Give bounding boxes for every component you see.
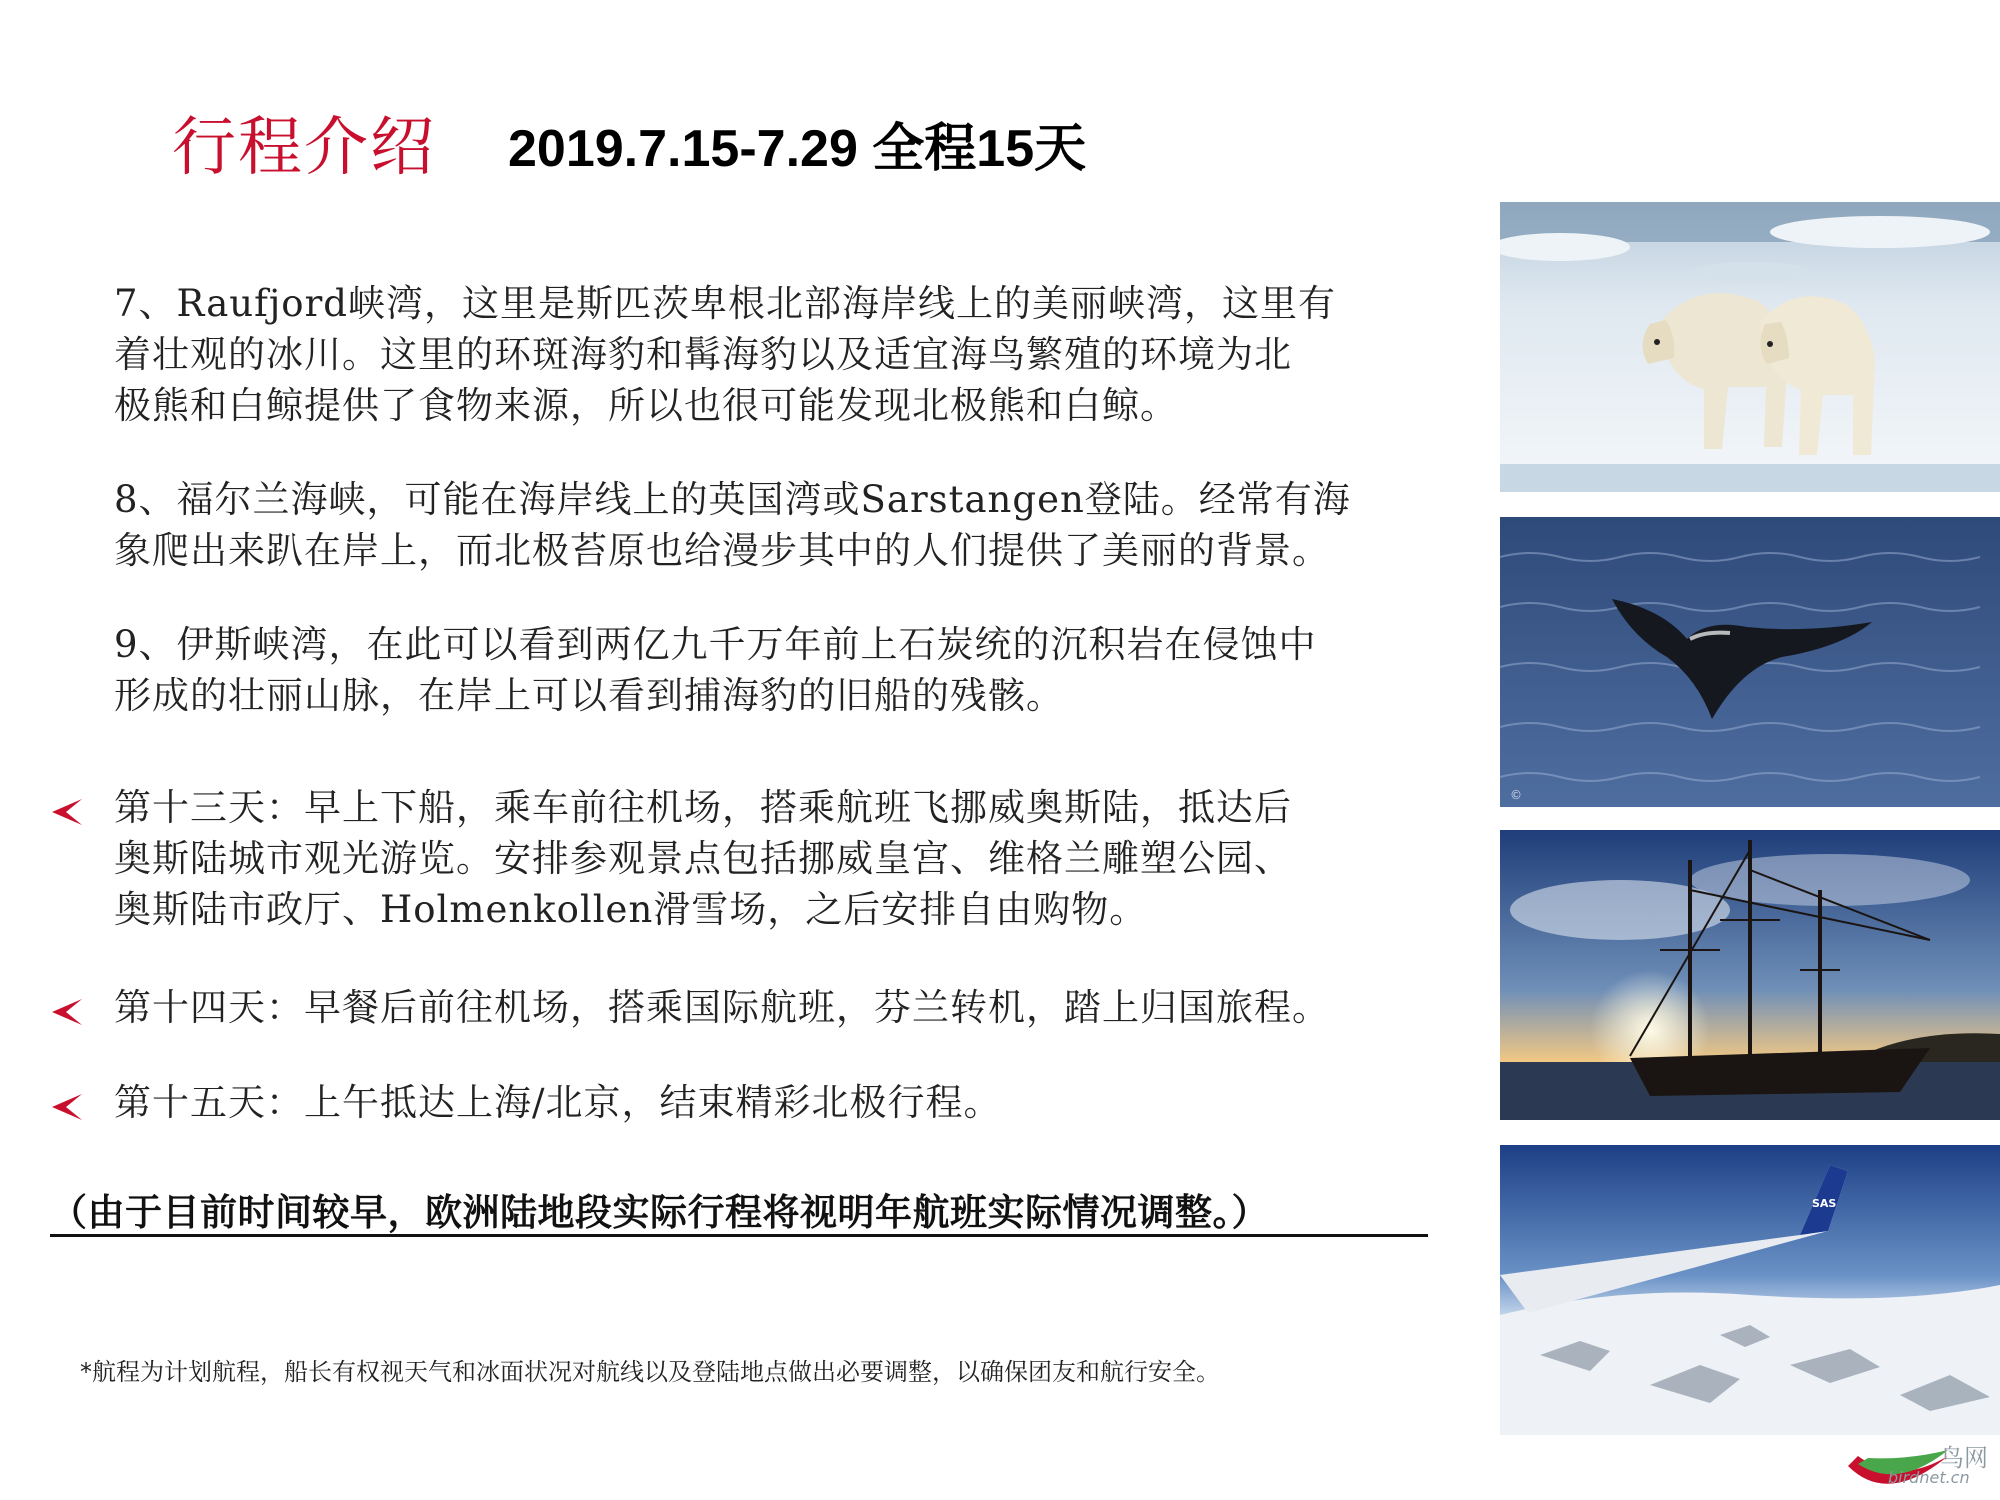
svg-text:©: © [1510,788,1522,802]
watermark-name: 鸟网 [1940,1444,1988,1472]
day-13-item: 第十三天：早上下船，乘车前往机场，搭乘航班飞挪威奥斯陆，抵达后 奥斯陆城市观光游览。安排参观景点包括挪威皇宫、维格兰雕塑公园、 奥斯陆市政厅、Holmenkollen滑雪场，之后安排自由购物。 [114,786,1292,931]
page-title: 行程介绍 [172,111,436,185]
bullet-arrow-icon [50,995,84,1029]
airplane-wing-photo [1500,1145,2000,1435]
polar-bears-photo [1500,202,2000,492]
bullet-arrow-icon [50,795,84,829]
bullet-arrow-icon [50,1090,84,1124]
svg-text:SAS: SAS [1812,1197,1837,1210]
paragraph-raufjord: 7、Raufjord峡湾，这里是斯匹茨卑根北部海岸线上的美丽峡湾，这里有 着壮观的冰川。这里的环斑海豹和髯海豹以及适宜海鸟繁殖的环境为北 极熊和白鲸提供了食物来源，所以也很可能发现北极熊和白鲸。 [114,282,1336,427]
schedule-note: （由于目前时间较早，欧洲陆地段实际行程将视明年航班实际情况调整。） [50,1191,1269,1234]
paragraph-isfjord: 9、伊斯峡湾，在此可以看到两亿九千万年前上石炭统的沉积岩在侵蚀中 形成的壮丽山脉，在岸上可以看到捕海豹的旧船的残骸。 [114,623,1317,717]
day-14-item: 第十四天：早餐后前往机场，搭乘国际航班，芬兰转机，踏上归国旅程。 [114,986,1330,1029]
footnote: *航程为计划航程，船长有权视天气和冰面状况对航线以及登陆地点做出必要调整，以确保团友和航行安全。 [80,1358,1220,1386]
paragraph-forlandsundet: 8、福尔兰海峡，可能在海岸线上的英国湾或Sarstangen登陆。经常有海 象爬出来趴在岸上，而北极苔原也给漫步其中的人们提供了美丽的背景。 [114,478,1351,572]
watermark-url: birdnet.cn [1888,1468,1970,1487]
page-subtitle: 2019.7.15-7.29 全程15天 [508,120,1087,178]
note-underline [50,1234,1428,1237]
day-15-item: 第十五天：上午抵达上海/北京，结束精彩北极行程。 [114,1081,1002,1124]
sailing-ship-photo [1500,830,2000,1120]
whale-tail-photo [1500,517,2000,807]
